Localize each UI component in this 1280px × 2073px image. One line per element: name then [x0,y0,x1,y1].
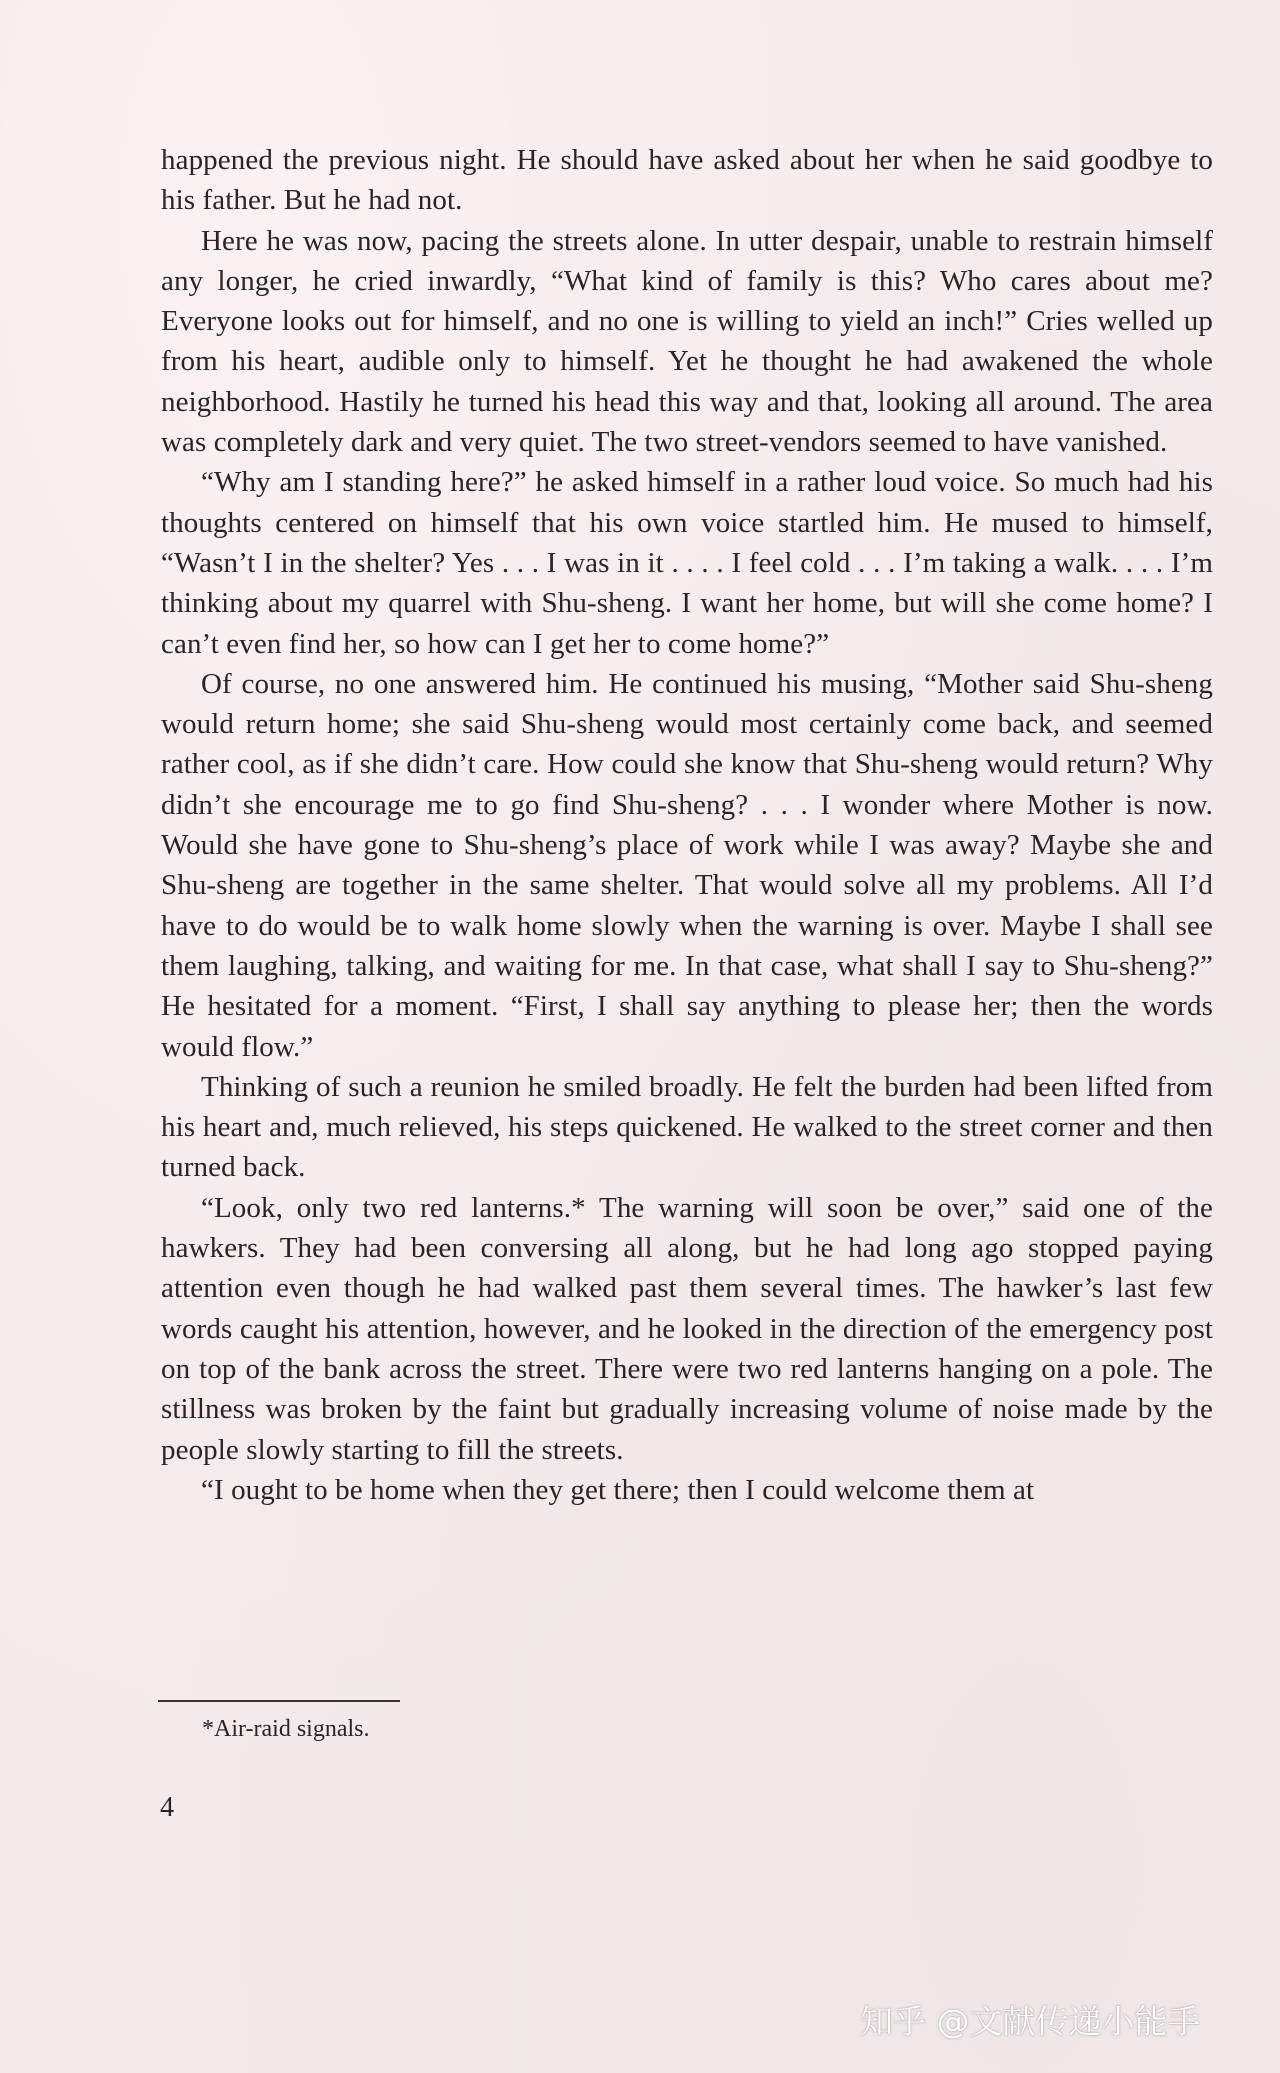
paragraph-continuation: happened the previous night. He should have asked about her when he said goodbye to his father. But he had not. [161,144,1213,217]
paragraph: Thinking of such a reunion he smiled broadly. He felt the burden had been lifted from his heart and, much relieved, his steps quickened. He walked to the street corner and then turned back. [161,1070,1213,1184]
paragraph: “Look, only two red lanterns.* The warning will soon be over,” said one of the hawkers. They had been conversing all along, but he had long ago stopped paying attention even though he had walked past them several times. The hawker’s last few words caught his attention, however, and he looked in the direction of the emergency post on top of the bank across the street. There were two red lanterns hanging on a pole. The stillness was broken by the faint but gradually increasing volume of noise made by the people slowly starting to fill the streets. [161,1191,1213,1466]
body-text [161,140,1213,1510]
paragraph: “Why am I standing here?” he asked himself in a rather loud voice. So much had his thoughts centered on himself that his own voice startled him. He mused to himself, “Wasn’t I in the shelter? Yes . . . I was in it . . . . I feel cold . . . I’m taking a walk. . . . I’m thinking about my quarrel with Shu-sheng. I want her home, but will she come home? I can’t even find her, so how can I get her to come home?” [161,466,1213,660]
paragraph: Here he was now, pacing the streets alone. In utter despair, unable to restrain himself any longer, he cried inwardly, “What kind of family is this? Who cares about me? Everyone looks out for himself, and no one is willing to yield an inch!” Cries welled up from his heart, audible only to himself. Yet he thought he had awakened the whole neighborhood. Hastily he turned his head this way and that, looking all around. The area was completely dark and very quiet. The two street-vendors seemed to have vanished. [161,224,1213,459]
watermark: 知乎 @文献传递小能手 [860,2002,1201,2041]
paragraph: Of course, no one answered him. He continued his musing, “Mother said Shu-sheng would return home; she said Shu-sheng would most certainly come back, and seemed rather cool, as if she didn’t care. How could she know that Shu-sheng would return? Why didn’t she encourage me to go find Shu-sheng? . . . I wonder where Mother is now. Would she have gone to Shu-sheng’s place of work while I was away? Maybe she and Shu-sheng are together in the same shelter. That would solve all my problems. All I’d have to do would be to walk home slowly when the warning is over. Maybe I shall see them laughing, talking, and waiting for me. In that case, what shall I say to Shu-sheng?” He hesitated for a moment. “First, I shall say anything to please her; then the words would flow.” [161,667,1213,1063]
page-number: 4 [160,1792,174,1823]
footnote: *Air-raid signals. [202,1716,370,1742]
paragraph: “I ought to be home when they get there; then I could welcome them at [201,1473,1035,1506]
footnote-divider [158,1700,400,1702]
